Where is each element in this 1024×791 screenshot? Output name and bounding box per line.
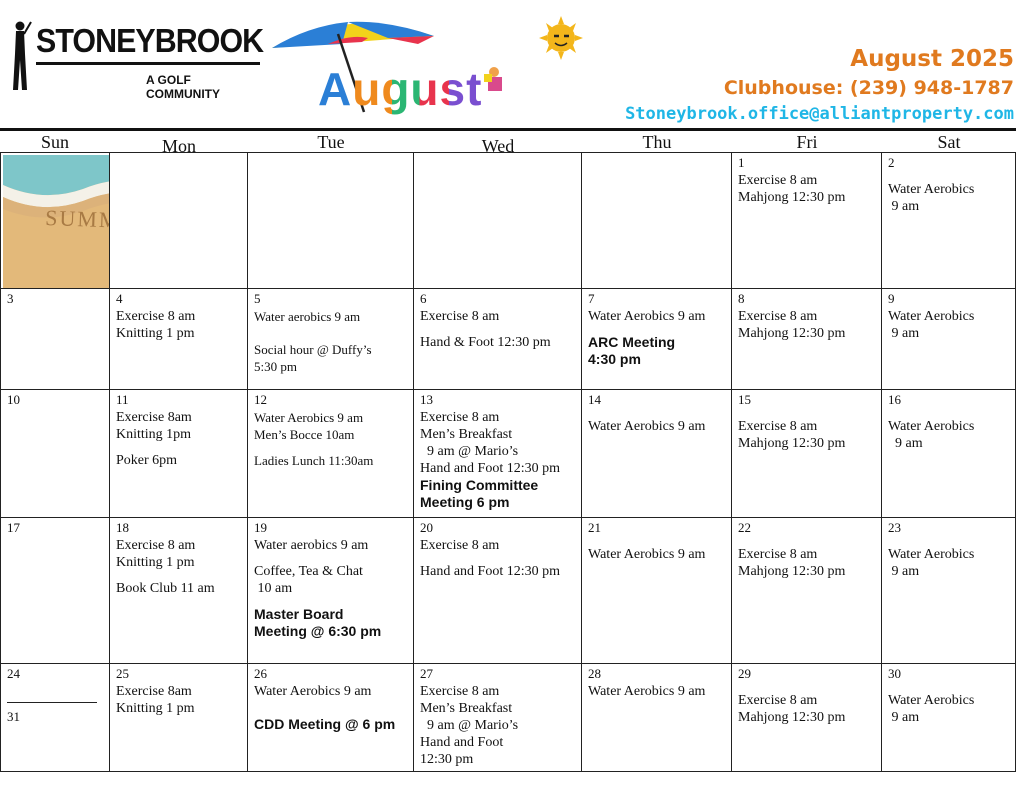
day-cell-2 (882, 152, 1016, 289)
day-number: 3 (7, 291, 14, 306)
day-cell-11 (110, 390, 248, 518)
brand-rule (36, 62, 260, 65)
calendar-grid (0, 152, 1016, 772)
event-line: Knitting 1 pm (116, 555, 195, 570)
day-number: 30 (888, 666, 901, 681)
event-line: Exercise 8 am (420, 410, 500, 425)
office-email[interactable]: Stoneybrook.office@alliantproperty.com (625, 104, 1014, 124)
day-cell-25 (110, 664, 248, 772)
event-line: Exercise 8 am (738, 173, 818, 188)
day-number: 25 (116, 666, 129, 681)
day-cell-24 (0, 664, 110, 772)
event-line: Water Aerobics 9 am (588, 419, 706, 434)
day-cell-4 (110, 289, 248, 390)
event-line: Water Aerobics (888, 182, 975, 197)
event-line: Water Aerobics (888, 693, 975, 708)
clubhouse-phone: Clubhouse: (239) 948-1787 (723, 77, 1014, 99)
event-line: 9 am (888, 326, 920, 341)
day-number: 5 (254, 291, 261, 306)
event-line: 9 am (888, 436, 923, 451)
event-line: Meeting 6 pm (420, 494, 510, 510)
event-line: Water Aerobics 9 am (254, 684, 372, 699)
event-line: Mahjong 12:30 pm (738, 564, 846, 579)
day-number: 7 (588, 291, 595, 306)
stoneybrook-logo (4, 18, 264, 101)
brand-name: STONEYBROOK (36, 22, 264, 59)
event-line: Knitting 1pm (116, 427, 192, 442)
day-cell-8 (732, 289, 882, 390)
event-line: Water Aerobics 9 am (588, 309, 706, 324)
event-line: Knitting 1 pm (116, 326, 195, 341)
empty-day-cell (582, 152, 732, 289)
day-number: 15 (738, 392, 751, 407)
day-cell-22 (732, 518, 882, 664)
day-number: 22 (738, 520, 751, 535)
day-number: 16 (888, 392, 901, 407)
empty-day-cell (414, 152, 582, 289)
day-number: 1 (738, 155, 745, 170)
event-line: Hand and Foot 12:30 pm (420, 461, 560, 476)
event-line: Water Aerobics (888, 547, 975, 562)
day-number: 11 (116, 392, 129, 407)
sun-icon (539, 16, 583, 60)
day-cell-6 (414, 289, 582, 390)
event-line: Hand and Foot 12:30 pm (420, 564, 560, 579)
day-cell-7 (582, 289, 732, 390)
event-line: Coffee, Tea & Chat (254, 564, 363, 579)
day-number: 9 (888, 291, 895, 306)
day-cell-26 (248, 664, 414, 772)
day-cell-13 (414, 390, 582, 518)
month-title: August 2025 (850, 46, 1014, 72)
day-cell-5 (248, 289, 414, 390)
day-number: 26 (254, 666, 267, 681)
day-cell-29 (732, 664, 882, 772)
event-line: Exercise 8 am (738, 693, 818, 708)
day-cell-16 (882, 390, 1016, 518)
weekday-mon: Mon (161, 136, 196, 156)
weekday-header (0, 131, 1016, 156)
day-cell-9 (882, 289, 1016, 390)
day-cell-15 (732, 390, 882, 518)
date-divider (7, 702, 97, 703)
day-number: 23 (888, 520, 901, 535)
weekday-fri: Fri (796, 132, 818, 152)
event-line: Exercise 8 am (420, 309, 500, 324)
brand-tagline: A GOLF COMMUNITY (146, 73, 220, 101)
event-line: Fining Committee (420, 477, 539, 493)
event-line: Mahjong 12:30 pm (738, 190, 846, 205)
day-number: 8 (738, 291, 745, 306)
day-cell-18 (110, 518, 248, 664)
august-art-text: August (318, 63, 483, 115)
header-info (625, 44, 1014, 126)
day-number: 20 (420, 520, 433, 535)
day-number: 31 (7, 709, 20, 724)
event-line: Ladies Lunch 11:30am (254, 453, 374, 468)
day-number: 21 (588, 520, 601, 535)
day-number: 10 (7, 392, 20, 407)
empty-day-cell (248, 152, 414, 289)
day-cell-14 (582, 390, 732, 518)
event-line: Poker 6pm (116, 453, 178, 468)
event-line: 4:30 pm (588, 351, 641, 367)
event-line: 9 am @ Mario’s (420, 444, 519, 459)
event-line: Water Aerobics 9 am (588, 547, 706, 562)
day-number: 14 (588, 392, 601, 407)
weekday-sun: Sun (40, 132, 69, 152)
event-line: Water Aerobics (888, 309, 975, 324)
event-line: Exercise 8am (116, 684, 192, 699)
event-line: Exercise 8 am (738, 309, 818, 324)
day-number: 17 (7, 520, 20, 535)
day-cell-20 (414, 518, 582, 664)
day-cell-23 (882, 518, 1016, 664)
event-line: 10 am (254, 581, 293, 596)
event-line: Men’s Breakfast (420, 701, 513, 716)
empty-day-cell (110, 152, 248, 289)
weekday-thu: Thu (642, 132, 672, 152)
golfer-icon (6, 20, 32, 92)
event-line: Exercise 8 am (738, 419, 818, 434)
day-cell-1 (732, 152, 882, 289)
day-number: 28 (588, 666, 601, 681)
sand-writing: SUMMER (44, 204, 153, 234)
event-line: Men’s Breakfast (420, 427, 513, 442)
event-line: Exercise 8 am (420, 684, 500, 699)
day-number: 4 (116, 291, 123, 306)
day-number: 2 (888, 155, 895, 170)
day-number: 27 (420, 666, 433, 681)
event-line: ARC Meeting (588, 334, 676, 350)
event-line: Meeting @ 6:30 pm (254, 623, 382, 639)
day-number: 12 (254, 392, 267, 407)
event-line: Exercise 8 am (116, 538, 196, 553)
day-number: 13 (420, 392, 433, 407)
weekday-sat: Sat (937, 132, 961, 152)
day-number: 19 (254, 520, 267, 535)
event-line: Water Aerobics 9 am (254, 410, 364, 425)
event-line: Mahjong 12:30 pm (738, 436, 846, 451)
day-cell-12 (248, 390, 414, 518)
event-line: Water Aerobics 9 am (588, 684, 706, 699)
event-line: Book Club 11 am (116, 581, 215, 596)
event-line: Exercise 8 am (116, 309, 196, 324)
day-cell-30 (882, 664, 1016, 772)
day-number: 24 (7, 666, 20, 681)
event-line: Water Aerobics (888, 419, 975, 434)
day-number: 18 (116, 520, 129, 535)
weekday-wed: Wed (481, 136, 515, 156)
event-line: 12:30 pm (420, 752, 474, 767)
event-line: 9 am (888, 564, 920, 579)
day-number: 6 (420, 291, 427, 306)
event-line: Mahjong 12:30 pm (738, 326, 846, 341)
event-line: CDD Meeting @ 6 pm (254, 716, 396, 732)
day-cell-28 (582, 664, 732, 772)
day-cell-3 (0, 289, 110, 390)
day-cell-27 (414, 664, 582, 772)
event-line: 9 am @ Mario’s (420, 718, 519, 733)
event-line: 9 am (888, 199, 920, 214)
event-line: 9 am (888, 710, 920, 725)
event-line: Social hour @ Duffy’s (254, 342, 372, 357)
summer-beach-photo-cell (0, 152, 153, 289)
weekday-tue: Tue (317, 132, 345, 152)
event-line: Men’s Bocce 10am (254, 427, 355, 442)
event-line: Exercise 8am (116, 410, 192, 425)
summer-beach-image (3, 155, 153, 289)
event-line: Knitting 1 pm (116, 701, 195, 716)
event-line: Water aerobics 9 am (254, 309, 361, 324)
event-line: Exercise 8 am (420, 538, 500, 553)
event-line: Exercise 8 am (738, 547, 818, 562)
day-cell-21 (582, 518, 732, 664)
day-cell-17 (0, 518, 110, 664)
day-cell-19 (248, 518, 414, 664)
beach-figure-icon (484, 67, 502, 91)
event-line: Master Board (254, 606, 344, 622)
event-line: Hand & Foot 12:30 pm (420, 335, 551, 350)
august-art-word (318, 62, 482, 116)
event-line: Water aerobics 9 am (254, 538, 369, 553)
event-line: Hand and Foot (420, 735, 504, 750)
event-line: Mahjong 12:30 pm (738, 710, 846, 725)
event-line: 5:30 pm (254, 359, 297, 374)
day-number: 29 (738, 666, 751, 681)
day-cell-10 (0, 390, 110, 518)
